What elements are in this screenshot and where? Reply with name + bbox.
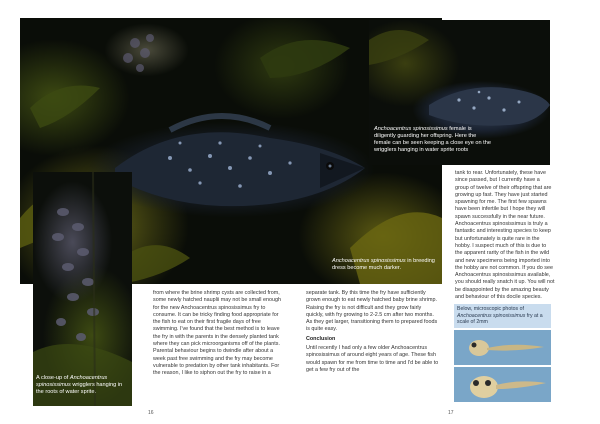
microscopic-photos-panel [454, 304, 551, 407]
conclusion-heading: Conclusion [306, 335, 336, 342]
column2-paragraph-1: separate tank. By this time the fry have sufficiently grown enough to eat newly hatched baby brine shrimp. [306, 290, 437, 304]
column2-paragraph-3: Until recently I had only a few older Anchoacentrus spinosissimus of around eight years of age. These fish would spawn for me from time to time and I'd be able to get a few fry out of the [306, 345, 439, 373]
column3-paragraph-2: Anchoacentrus spinosissimus is truly a fantastic and interesting species to keep but unfortunately is quite rare in the hobby. I suspect much of this is due to the apparent rarity of the fish in the wild and new specimens being imported into the hobby are not common. If you do see Anchoacentrus spinosissimus available, you should really snatch it up. You will not be disappointed by the amazing beauty and behaviour of this docile species. [455, 221, 555, 301]
micro-caption-post: fry at a scale of 2mm [457, 312, 543, 326]
fry-microscope-photo-2 [454, 367, 551, 402]
micro-caption-pre: Below, microscopic photos of [457, 306, 524, 312]
fry-microscope-photo-1 [454, 330, 551, 365]
left-caption-text: wrigglers hanging in the roots of water sprite. [36, 382, 123, 395]
column1-paragraph: from where the brine shrimp cysts are collected from, some newly hatched nauplii may not be small enough for the new Anchoacentrus spinosissimus fry to consume. It can be tricky finding food appropriate for the fish to eat on their first fragile days of free swimming. I've found that the best method is to leave the fry in with the parents in the densely planted tank where they can pick microorganisms off of the plants. Parental behaviour begins to dwindle after about a week past free swimming and the fry may become vulnerable to predation by other tank inhabitants. For the reason, I like to siphon out the fry to raise in a [153, 290, 281, 377]
page-number-left: 16 [148, 410, 154, 416]
page-number-right: 17 [448, 410, 454, 416]
left-caption-species: Anchoacentrus spinosissimus [36, 375, 108, 388]
right-photo-caption [374, 126, 494, 154]
left-caption-pre: A close-up of [36, 375, 70, 381]
right-caption-species: Anchoacentrus spinosissimus [374, 126, 448, 132]
microscopic-caption [454, 304, 551, 328]
hero-caption-text: in breeding dress become much darker. [332, 258, 435, 271]
column2-paragraph-2: Raising the fry is not difficult and they grow fairly quickly, with fry growing to 2-2.5 cm after two months. As they get larger, transitioning them to prepared foods is quite easy. [306, 304, 438, 333]
text-column-3 [455, 170, 555, 301]
right-caption-text: female is diligently guarding her offspring. Here the female can be seen keeping a close eye on the wrigglers hanging in water sprite roots [374, 126, 491, 153]
text-column-2 [306, 290, 440, 374]
wrigglers-closeup-photo [33, 172, 132, 406]
hero-caption [332, 258, 444, 272]
column3-paragraph-1: tank to rear. Unfortunately, these have since passed, but I currently have a group of twelve of their offspring that are growing up fast. They have just started spawning for me. The first few spawns have been infertile but I hope they will spawn successfully in the near future. [455, 170, 552, 220]
left-photo-caption [36, 375, 130, 396]
text-column-1 [153, 290, 281, 378]
micro-caption-species: Anchoacentrus spinosissimus [457, 312, 526, 319]
hero-caption-species: Anchoacentrus spinosissimus [332, 258, 406, 264]
